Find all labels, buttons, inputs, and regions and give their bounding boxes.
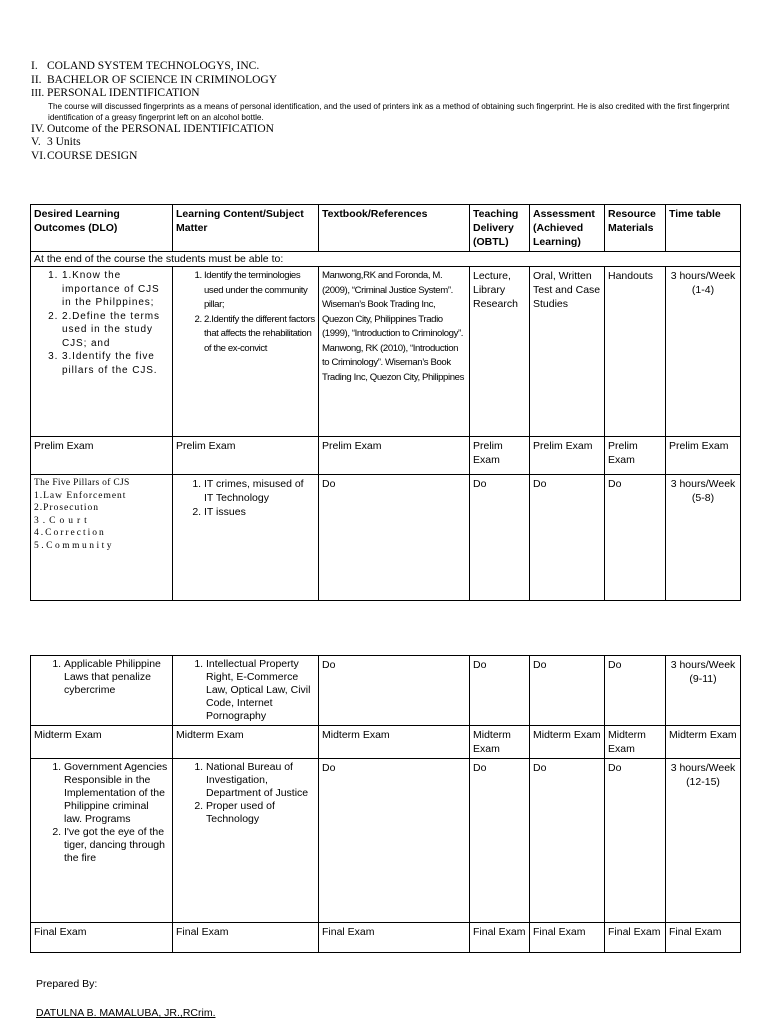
dlo-cell: The Five Pillars of CJS 1.Law Enforcement 2.Prosecution 3.Court 4.Correction 5.Community (31, 475, 173, 601)
content-cell (173, 656, 319, 726)
exam-row: Prelim Exam Prelim Exam Prelim Exam Prelim Exam Prelim Exam Prelim Exam Prelim Exam (31, 437, 741, 475)
header-assessment: Assessment (Achieved Learning) (530, 205, 605, 252)
resource-cell: Handouts (605, 267, 666, 437)
course-design-table-continued (30, 655, 741, 953)
content-cell (173, 475, 319, 601)
table-row: 1. Government Agencies Responsible in the Implementation of the Philippine criminal law. Programs 2. I've got the eye of the tiger, dancing through the fire 1. National Bureau of Investigation, Department of Justice 2. Proper used of Technology Do Do Do Do 3 hours/Week (12-15) (31, 759, 741, 923)
list-item: 1. IT crimes, misused of IT Technology (204, 477, 315, 505)
header-dlo: Desired Learning Outcomes (DLO) (31, 205, 173, 252)
list-item: 1. Applicable Philippine Laws that penalize cybercrime (64, 658, 169, 697)
dlo-cell (31, 759, 173, 923)
list-item: 1. Intellectual Property Right, E-Commerce Law, Optical Law, Civil Code, Internet Pornography (206, 658, 315, 723)
delivery-cell: Lecture, Library Research (470, 267, 530, 437)
signatory-name: DATULNA B. MAMALUBA, JR.,RCrim. (36, 1007, 216, 1019)
list-item: 1. Government Agencies Responsible in the Implementation of the Philippine criminal law. Programs (64, 761, 169, 826)
time-cell: 3 hours/Week (1-4) (666, 267, 741, 437)
course-design-table (30, 204, 741, 601)
list-item: 3. 3.Identify the five pillars of the CJS. (62, 350, 169, 377)
exam-row: Final Exam Final Exam Final Exam Final Exam Final Exam Final Exam Final Exam (31, 923, 741, 953)
time-cell: 3 hours/Week (12-15) (666, 759, 741, 923)
table-row (31, 267, 741, 437)
outline-item: II. BACHELOR OF SCIENCE IN CRIMINOLOGY (31, 73, 278, 86)
list-item: 2. 2.Define the terms used in the study CJS; and (62, 310, 169, 351)
time-cell: 3 hours/Week (9-11) (666, 656, 741, 726)
outline-item: IV. Outcome of the PERSONAL IDENTIFICATION (31, 122, 274, 135)
list-item: 1. National Bureau of Investigation, Department of Justice (206, 761, 315, 800)
list-item: 2. I've got the eye of the tiger, dancing through the fire (64, 826, 169, 865)
table-header-row (31, 205, 741, 252)
outline-item: III. PERSONAL IDENTIFICATION (31, 87, 200, 99)
intro-row: At the end of the course the students must be able to: (31, 252, 741, 267)
time-cell: 3 hours/Week (5-8) (666, 475, 741, 601)
list-item: 2. Proper used of Technology (206, 800, 315, 826)
table-row: The Five Pillars of CJS 1.Law Enforcement 2.Prosecution 3.Court 4.Correction 5.Community 1. IT crimes, misused of IT Technology 2. IT issues Do Do Do Do 3 hours/Week (5-8) (31, 475, 741, 601)
dlo-cell (31, 267, 173, 437)
outline-item: VI. COURSE DESIGN (31, 149, 138, 162)
header-references: Textbook/References (319, 205, 470, 252)
header-timetable: Time table (666, 205, 741, 252)
list-item: 1. Identify the terminologies used under the community pillar; (204, 269, 315, 313)
course-description: The course will discussed fingerprints as a means of personal identification, and the used of printers ink as a method of obtaining such fingerprint. He is also credited with the first fingerprint identification of a greasy fingerprint left on an alcohol bottle. (48, 101, 730, 122)
course-outline (31, 60, 741, 163)
content-cell (173, 267, 319, 437)
dlo-cell (31, 656, 173, 726)
header-delivery: Teaching Delivery (OBTL) (470, 205, 530, 252)
assessment-cell: Oral, Written Test and Case Studies (530, 267, 605, 437)
references-cell: Manwong,RK and Foronda, M. (2009), “Criminal Justice System”. Wiseman’s Book Trading Inc, Quezon City, Philippines Tradio (1999), “Introduction to Criminology”. Manwong, RK (2010), “Introduction to Criminology”. Wiseman’s Book Trading Inc, Quezon City, Philippines (319, 267, 470, 437)
content-cell (173, 759, 319, 923)
outline-item: V. 3 Units (31, 136, 81, 148)
exam-row: Midterm Exam Midterm Exam Midterm Exam Midterm Exam Midterm Exam Midterm Exam Midterm Exam (31, 726, 741, 759)
header-content: Learning Content/Subject Matter (173, 205, 319, 252)
table-row: 1. Applicable Philippine Laws that penalize cybercrime 1. Intellectual Property Right, E-Commerce Law, Optical Law, Civil Code, Internet Pornography Do Do Do Do 3 hours/Week (9-11) (31, 656, 741, 726)
list-item: 2. 2.Identify the different factors that affects the rehabilitation of the ex-convict (204, 313, 315, 357)
list-item: 1. 1.Know the importance of CJS in the Philppines; (62, 269, 169, 310)
header-resources: Resource Materials (605, 205, 666, 252)
outline-item: I. COLAND SYSTEM TECHNOLOGYS, INC. (31, 60, 260, 72)
list-item: 2. IT issues (204, 505, 315, 519)
prepared-by-label: Prepared By: (36, 978, 98, 990)
